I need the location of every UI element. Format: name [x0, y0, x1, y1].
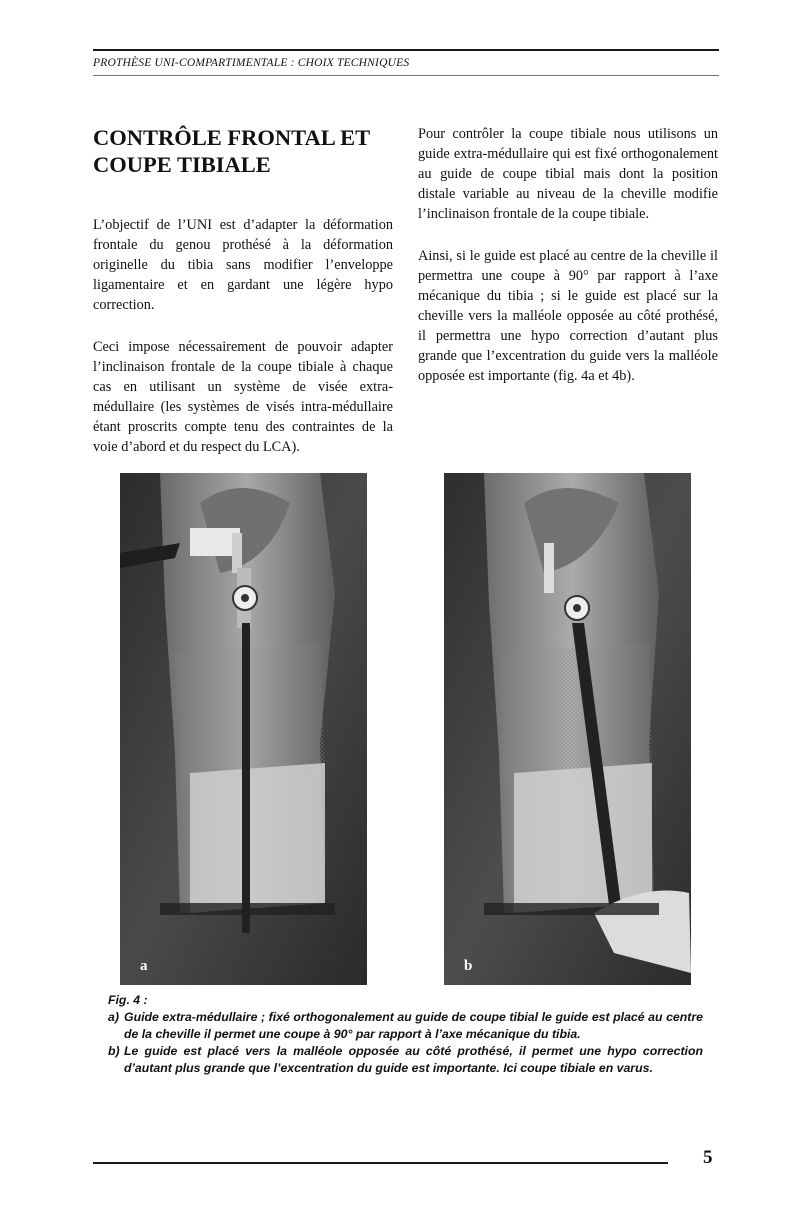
section-title: CONTRÔLE FRONTAL ET COUPE TIBIALE	[93, 125, 370, 177]
paragraph: L’objectif de l’UNI est d’adapter la déformation frontale du genou prothésé à la déformation originelle du tibia sans modifier l’enveloppe ligamentaire et en gardant une légère hypo correction.	[93, 217, 393, 313]
figure-caption	[108, 992, 703, 1077]
caption-text-a: Guide extra-médullaire ; fixé orthogonalement au guide de coupe tibial le guide est placé au centre de la cheville il permet une coupe à 90° par rapport à l’axe mécanique du tibia.	[124, 1010, 703, 1041]
footer-rule	[93, 1162, 668, 1164]
paragraph: Ainsi, si le guide est placé au centre de la cheville il permettra une coupe à 90° par rapport à l’axe mécanique du tibia ; si le guide est placé sur la cheville vers la malléole opposée au côté prothésé, il permettra une hypo correction d’autant plus grande que l’excentration du guide vers la malléole opposée est importante (fig. 4a et 4b).	[418, 248, 718, 384]
header-bottom-rule	[93, 75, 719, 76]
surgical-photo-b	[444, 473, 691, 985]
photo-label-b: b	[464, 958, 473, 974]
caption-item-a	[108, 1009, 703, 1043]
surgical-photo-a	[120, 473, 367, 985]
caption-text-b: Le guide est placé vers la malléole opposée au côté prothésé, il permet une hypo correction d’autant plus grande que l’excentration du guide est importante. Ici coupe tibiale en varus.	[124, 1044, 703, 1075]
caption-marker-b: b)	[108, 1044, 120, 1058]
running-header: PROTHÈSE UNI-COMPARTIMENTALE : CHOIX TECHNIQUES	[93, 57, 410, 69]
figure-photo-a	[120, 473, 367, 985]
right-text-column	[418, 124, 718, 386]
page-number: 5	[703, 1147, 713, 1168]
figure-photo-b	[444, 473, 691, 985]
photo-label-a: a	[140, 958, 148, 974]
paragraph: Pour contrôler la coupe tibiale nous utilisons un guide extra-médullaire qui est fixé orthogonalement au guide de coupe tibial mais dont la position distale variable au niveau de la cheville modifie l’inclinaison frontale de la coupe tibiale.	[418, 126, 718, 222]
left-text-column	[93, 215, 393, 457]
caption-marker-a: a)	[108, 1010, 119, 1024]
paragraph: Ceci impose nécessairement de pouvoir adapter l’inclinaison frontale de la coupe tibiale à chaque cas en utilisant un système de visée extra-médullaire (les systèmes de visés intra-médullaire étant proscrits compte tenu des contraintes de la voie d’abord et du respect du LCA).	[93, 339, 393, 455]
caption-item-b	[108, 1043, 703, 1077]
caption-title: Fig. 4 :	[108, 993, 148, 1007]
header-top-rule	[93, 49, 719, 51]
